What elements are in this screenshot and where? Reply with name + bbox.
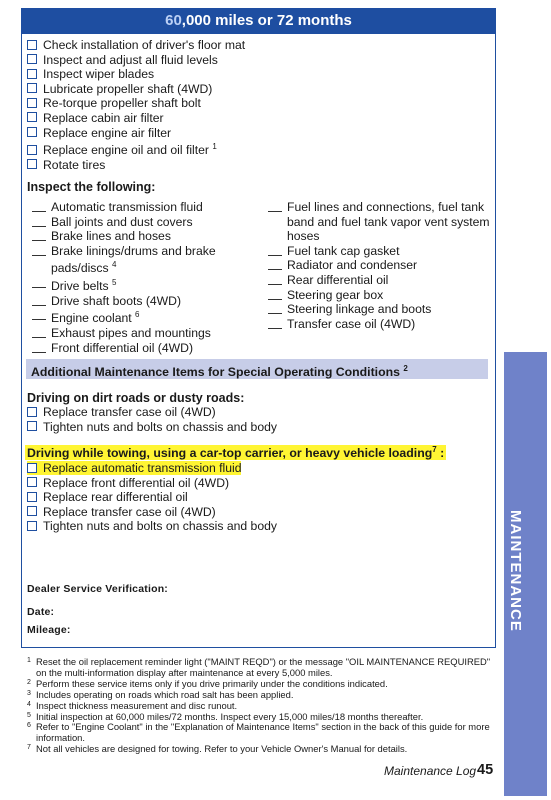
checklist-item-wrap bbox=[27, 126, 171, 140]
checklist-item bbox=[27, 111, 245, 126]
checklist-item-label: Replace transfer case oil (4WD) bbox=[43, 504, 216, 519]
checklist-item-wrap bbox=[27, 82, 212, 96]
checkbox-icon[interactable] bbox=[27, 521, 37, 531]
inspect-item bbox=[32, 200, 262, 215]
footnote-ref: 5 bbox=[111, 278, 117, 288]
footnote-ref: 4 bbox=[111, 260, 117, 270]
checklist-item-label: Re-torque propeller shaft bolt bbox=[43, 96, 201, 111]
checklist-item-wrap bbox=[27, 405, 216, 419]
checklist-item-label: Replace engine air filter bbox=[43, 125, 172, 140]
footnote-number: 4 bbox=[27, 700, 31, 708]
checklist-item-wrap bbox=[27, 420, 277, 434]
inspect-item bbox=[268, 258, 490, 273]
inspect-item-text: Rear differential oil bbox=[287, 272, 389, 287]
checkbox-icon[interactable] bbox=[27, 54, 37, 64]
checkbox-icon[interactable] bbox=[27, 407, 37, 417]
towing-checklist bbox=[27, 461, 277, 534]
footnote-number: 1 bbox=[27, 657, 31, 664]
inspect-list-left bbox=[32, 200, 262, 355]
checklist-item-wrap bbox=[27, 96, 201, 110]
inspect-item bbox=[268, 200, 490, 244]
footnote-text: Not all vehicles are designed for towing. Refer to your Vehicle Owner's Manual for details. bbox=[36, 743, 408, 755]
checklist-item-label: Replace front differential oil (4WD) bbox=[43, 475, 230, 490]
checkbox-icon[interactable] bbox=[27, 127, 37, 137]
checklist-item-label: Tighten nuts and bolts on chassis and body bbox=[43, 419, 277, 434]
checklist-item bbox=[27, 96, 245, 111]
inspect-item bbox=[32, 341, 262, 356]
mileage-label: Mileage: bbox=[27, 624, 71, 636]
footnote-item bbox=[27, 722, 497, 744]
checkoff-blank[interactable] bbox=[32, 319, 46, 320]
checklist-item bbox=[27, 490, 277, 505]
inspect-item-text: Steering gear box bbox=[287, 287, 384, 302]
additional-title: Additional Maintenance Items for Special Operating Conditions bbox=[31, 365, 400, 380]
checkoff-blank[interactable] bbox=[268, 299, 282, 300]
date-label: Date: bbox=[27, 606, 55, 618]
checklist-item-label: Replace rear differential oil bbox=[43, 490, 188, 505]
checklist-item bbox=[27, 461, 277, 476]
inspect-item-text: Automatic transmission fluid bbox=[51, 200, 203, 214]
header-number: 60 bbox=[165, 12, 182, 29]
checklist-item-wrap bbox=[27, 111, 164, 125]
checklist-item-label: Replace cabin air filter bbox=[43, 110, 164, 125]
inspect-item-text: pads/discs bbox=[51, 261, 109, 276]
checklist-item bbox=[27, 519, 277, 534]
footnote-number: 3 bbox=[27, 689, 31, 697]
checklist-item bbox=[27, 158, 245, 173]
checklist-item-wrap bbox=[27, 490, 188, 504]
footer-label: Maintenance Log bbox=[384, 764, 477, 778]
inspect-item bbox=[268, 317, 490, 332]
checkbox-icon[interactable] bbox=[27, 463, 37, 473]
footnote-item bbox=[27, 744, 497, 755]
checklist-item-wrap bbox=[27, 67, 154, 81]
checkoff-blank[interactable] bbox=[32, 287, 46, 288]
service-checklist bbox=[27, 38, 245, 172]
checklist-item-label: Replace automatic transmission fluid bbox=[43, 461, 242, 475]
checklist-item-wrap bbox=[27, 505, 216, 519]
additional-maintenance-band bbox=[26, 359, 488, 379]
checklist-item bbox=[27, 505, 277, 520]
section-tab-label: MAINTENANCE bbox=[507, 510, 524, 632]
inspect-item-text: Brake linings/drums and brake bbox=[51, 243, 216, 258]
footnote-text: Reset the oil replacement reminder light ("MAINT REQD") or the message "OIL MAINTENANCE REQUIRED" on the multi-information display after maintenance at every 5,000 miles. bbox=[36, 656, 491, 678]
checklist-item-label: Tighten nuts and bolts on chassis and body bbox=[43, 519, 277, 534]
checkbox-icon[interactable] bbox=[27, 506, 37, 516]
checkbox-icon[interactable] bbox=[27, 492, 37, 502]
checkoff-blank[interactable] bbox=[268, 284, 282, 285]
checkbox-icon[interactable] bbox=[27, 112, 37, 122]
inspect-item bbox=[32, 244, 262, 276]
checklist-item-wrap bbox=[27, 519, 277, 533]
inspect-item bbox=[32, 229, 262, 244]
checkoff-blank[interactable] bbox=[32, 305, 46, 306]
inspect-item-text: Radiator and condenser bbox=[287, 258, 418, 273]
footnote-text: Refer to "Engine Coolant" in the "Explanation of Maintenance Items" section in the back of this guide for more information. bbox=[36, 721, 490, 744]
inspect-item bbox=[32, 276, 262, 294]
checklist-item-label: Rotate tires bbox=[43, 157, 106, 172]
checkoff-blank[interactable] bbox=[268, 328, 282, 329]
checklist-item bbox=[27, 420, 277, 435]
checkbox-icon[interactable] bbox=[27, 421, 37, 431]
inspect-item-text: Steering linkage and boots bbox=[287, 302, 432, 317]
dirt-heading: Driving on dirt roads or dusty roads: bbox=[27, 391, 245, 405]
towing-heading bbox=[25, 445, 446, 460]
inspect-item bbox=[32, 294, 262, 309]
checklist-item bbox=[27, 405, 277, 420]
footnote-number: 6 bbox=[27, 722, 31, 730]
footnote-text: Initial inspection at 60,000 miles/72 months. Inspect every 15,000 miles/18 months thereafter. bbox=[36, 710, 424, 722]
checklist-item-label: Replace engine oil and oil filter bbox=[43, 143, 209, 158]
checkbox-icon[interactable] bbox=[27, 159, 37, 169]
inspect-item-text: Fuel tank cap gasket bbox=[287, 243, 400, 258]
checklist-item bbox=[27, 126, 245, 141]
additional-sup: 2 bbox=[403, 364, 408, 373]
inspect-heading: Inspect the following: bbox=[27, 180, 156, 194]
checklist-item bbox=[27, 53, 245, 68]
footnote-ref: 6 bbox=[135, 310, 140, 320]
inspect-item-text: Ball joints and dust covers bbox=[51, 214, 193, 229]
checkoff-blank[interactable] bbox=[268, 255, 282, 256]
inspect-item bbox=[268, 273, 490, 288]
inspect-item-text: Brake lines and hoses bbox=[51, 229, 171, 244]
checkoff-blank[interactable] bbox=[268, 211, 282, 212]
checkoff-blank[interactable] bbox=[32, 226, 46, 227]
checkbox-icon[interactable] bbox=[27, 69, 37, 79]
header-title: ,000 miles or 72 months bbox=[181, 12, 352, 29]
inspect-item-text: Exhaust pipes and mountings bbox=[51, 325, 211, 340]
checklist-item bbox=[27, 82, 245, 97]
inspect-item-text: Fuel lines and connections, fuel tank bbox=[287, 200, 485, 214]
towing-heading-text: Driving while towing, using a car-top carrier, or heavy vehicle loading bbox=[27, 446, 433, 461]
checklist-item-label: Inspect and adjust all fluid levels bbox=[43, 52, 218, 67]
checklist-item-label: Replace transfer case oil (4WD) bbox=[43, 405, 216, 419]
checklist-item-label: Lubricate propeller shaft (4WD) bbox=[43, 81, 213, 96]
inspect-item-text: Transfer case oil (4WD) bbox=[287, 316, 416, 331]
checkoff-blank[interactable] bbox=[268, 313, 282, 314]
checkbox-icon[interactable] bbox=[27, 83, 37, 93]
checklist-item bbox=[27, 38, 245, 53]
dirt-checklist bbox=[27, 405, 277, 434]
checkoff-blank[interactable] bbox=[32, 240, 46, 241]
inspect-item-text: Drive shaft boots (4WD) bbox=[51, 293, 182, 308]
checklist-item bbox=[27, 476, 277, 491]
inspect-item bbox=[268, 244, 490, 259]
inspect-item bbox=[32, 326, 262, 341]
footnote-ref: 1 bbox=[212, 142, 217, 152]
footnote-text: Includes operating on roads which road salt has been applied. bbox=[36, 688, 294, 700]
towing-heading-suffix: : bbox=[436, 446, 445, 461]
checkbox-icon[interactable] bbox=[27, 40, 37, 50]
checklist-item-label: Inspect wiper blades bbox=[43, 67, 155, 82]
inspect-item bbox=[268, 288, 490, 303]
footnote-number: 2 bbox=[27, 678, 31, 686]
checkbox-icon[interactable] bbox=[27, 98, 37, 108]
checkoff-blank[interactable] bbox=[32, 352, 46, 353]
checklist-item-wrap bbox=[27, 476, 229, 490]
checkoff-blank[interactable] bbox=[268, 269, 282, 270]
checklist-item-wrap bbox=[27, 143, 217, 157]
inspect-item bbox=[32, 308, 262, 326]
checklist-item bbox=[27, 67, 245, 82]
checklist-item-wrap bbox=[27, 461, 241, 475]
dealer-verification-label: Dealer Service Verification: bbox=[27, 583, 169, 595]
checklist-item-wrap bbox=[27, 53, 218, 67]
inspect-item bbox=[268, 302, 490, 317]
inspect-item-text: Front differential oil (4WD) bbox=[51, 340, 194, 355]
footnote-number: 7 bbox=[27, 744, 31, 752]
footnote-text: Perform these service items only if you drive primarily under the conditions indicated. bbox=[36, 677, 388, 689]
checklist-item-wrap bbox=[27, 158, 105, 172]
inspect-item bbox=[32, 215, 262, 230]
checkoff-blank[interactable] bbox=[32, 337, 46, 338]
checklist-item-wrap bbox=[27, 38, 245, 52]
inspect-item-text: band and fuel tank vapor vent system bbox=[287, 214, 490, 229]
footnotes bbox=[27, 657, 497, 755]
checkoff-blank[interactable] bbox=[32, 211, 46, 212]
inspect-item-text: hoses bbox=[287, 229, 320, 244]
footnote-text: Inspect thickness measurement and disc runout. bbox=[36, 699, 238, 711]
footnote-item bbox=[27, 657, 497, 679]
page-number: 45 bbox=[477, 762, 494, 778]
interval-header bbox=[21, 8, 496, 34]
checkoff-blank[interactable] bbox=[32, 255, 46, 256]
footnote-number: 5 bbox=[27, 711, 31, 719]
inspect-list-right bbox=[268, 200, 490, 331]
towing-heading-sup: 7 bbox=[432, 445, 437, 454]
checklist-item bbox=[27, 140, 245, 158]
checkbox-icon[interactable] bbox=[27, 477, 37, 487]
inspect-item-text: Drive belts bbox=[51, 279, 109, 294]
checkbox-icon[interactable] bbox=[27, 145, 37, 155]
checklist-item-label: Check installation of driver's floor mat bbox=[43, 38, 246, 52]
inspect-item-text: Engine coolant bbox=[51, 311, 132, 326]
